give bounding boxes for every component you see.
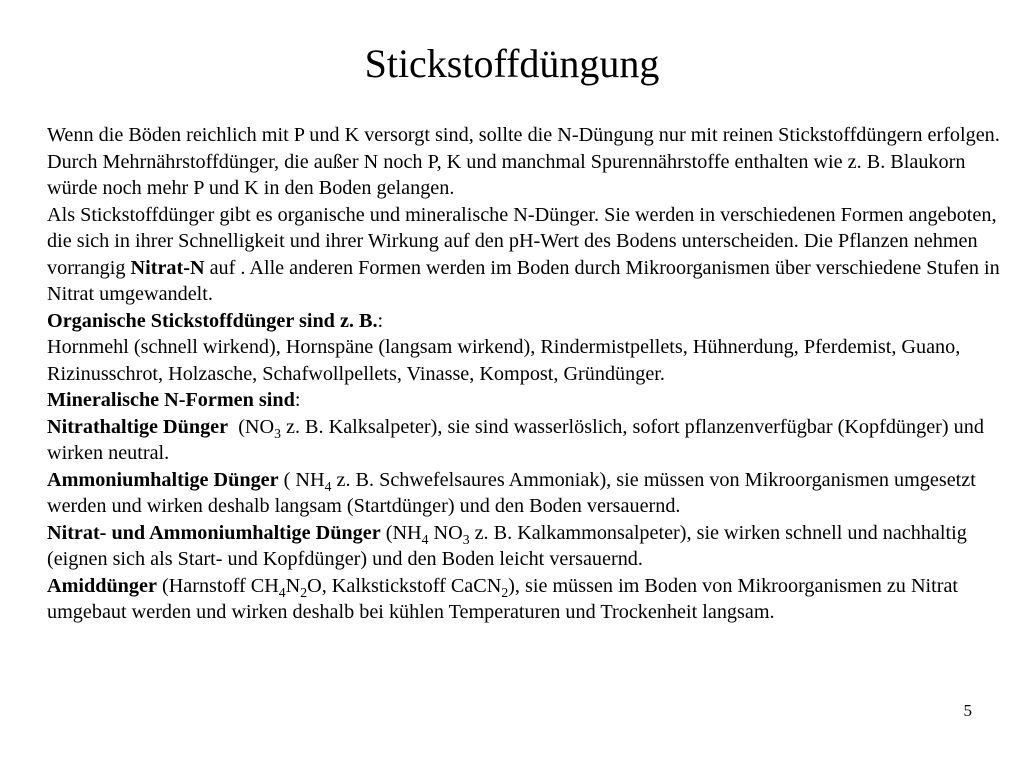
amid-sub-1: 4 [278,584,286,600]
page-number: 5 [963,701,972,720]
organic-heading: Organische Stickstoffdünger sind z. B. [47,309,378,332]
nitrat-ammonium-sub-2: 3 [462,531,470,547]
amid-text-2: N [285,574,301,597]
ammonium-label: Ammoniumhaltige Dünger [47,468,279,491]
organic-heading-colon: : [377,309,384,332]
nitrat-ammonium-entry [47,520,1007,573]
nitrat-ammonium-text: z. B. Kalkammonsalpeter), sie wirken schnell und nachhaltig (eignen sich als Start- und Kopfdünger) und den Boden leicht versauernd. [47,521,967,570]
amid-sub-2: 2 [300,584,308,600]
intro-p2-before: Als Stickstoffdünger gibt es organische und mineralische N-Dünger. Sie werden in verschiedenen Formen angeboten, die sich in ihrer Schnelligkeit und ihrer Wirkung auf den pH-Wert des Bodens unterscheiden. Die Pflanzen nehmen vorrangig [47,203,997,279]
slide-title: Stickstoffdüngung [364,41,660,86]
ammonium-text: z. B. Schwefelsaures Ammoniak), sie müssen von Mikroorganismen umgesetzt werden und wirken deshalb langsam (Startdünger) und den Boden versauernd. [47,468,976,517]
mineral-heading-line [47,387,1007,414]
amid-label: Amiddünger [47,574,157,597]
intro-p2-after: auf . Alle anderen Formen werden im Boden durch Mikroorganismen über verschiedene Stufen in Nitrat umgewandelt. [47,256,1000,305]
nitrat-ammonium-formula-mid: NO [428,521,463,544]
intro-paragraph-1: Wenn die Böden reichlich mit P und K versorgt sind, sollte die N-Düngung nur mit reinen Stickstoffdüngern erfolgen. Durch Mehrnährstoffdünger, die außer N noch P, K und manchmal Spurennährstoffe enthalten wie z. B. Blaukorn würde noch mehr P und K in den Boden gelangen. [47,124,1000,199]
nitrat-formula-pre: (NO [228,415,275,438]
ammonium-formula-sub: 4 [324,478,332,494]
nitrat-label: Nitrathaltige Dünger [47,415,229,438]
organic-heading-line [47,308,1007,335]
nitrat-ammonium-sub-1: 4 [421,531,429,547]
mineral-heading-colon: : [294,389,301,411]
organic-list: Hornmehl (schnell wirkend), Hornspäne (langsam wirkend), Rindermistpellets, Hühnerdung, Pferdemist, Guano, Rizinusschrot, Holzasche, Schafwollpellets, Vinasse, Kompost, Gründünger. [47,336,961,385]
nitrat-ammonium-label: Nitrat- und Ammoniumhaltige Dünger [47,521,381,544]
ammonium-entry [47,467,1007,520]
amid-entry [47,573,1007,626]
nitrat-n-term: Nitrat-N [130,256,205,279]
nitrat-ammonium-formula-pre: (NH [380,521,422,544]
nitrat-entry [47,414,1007,467]
intro-paragraph-2 [47,202,1007,308]
mineral-heading: Mineralische N-Formen sind [47,389,295,411]
nitrat-formula-sub: 3 [274,425,281,441]
nitrat-text: z. B. Kalksalpeter), sie sind wasserlöslich, sofort pflanzenverfügbar (Kopfdünger) und wirken neutral. [47,415,984,464]
amid-sub-3: 2 [501,584,509,600]
amid-text-3: O, Kalkstickstoff CaCN [307,574,502,597]
slide-body [47,122,1007,626]
amid-text-1: (Harnstoff CH [156,574,279,597]
amid-text-4: ), sie müssen im Boden von Mikroorganismen zu Nitrat umgebaut werden und wirken deshalb bei kühlen Temperaturen und Trockenheit langsam. [47,574,959,623]
ammonium-formula-pre: ( NH [278,468,325,491]
